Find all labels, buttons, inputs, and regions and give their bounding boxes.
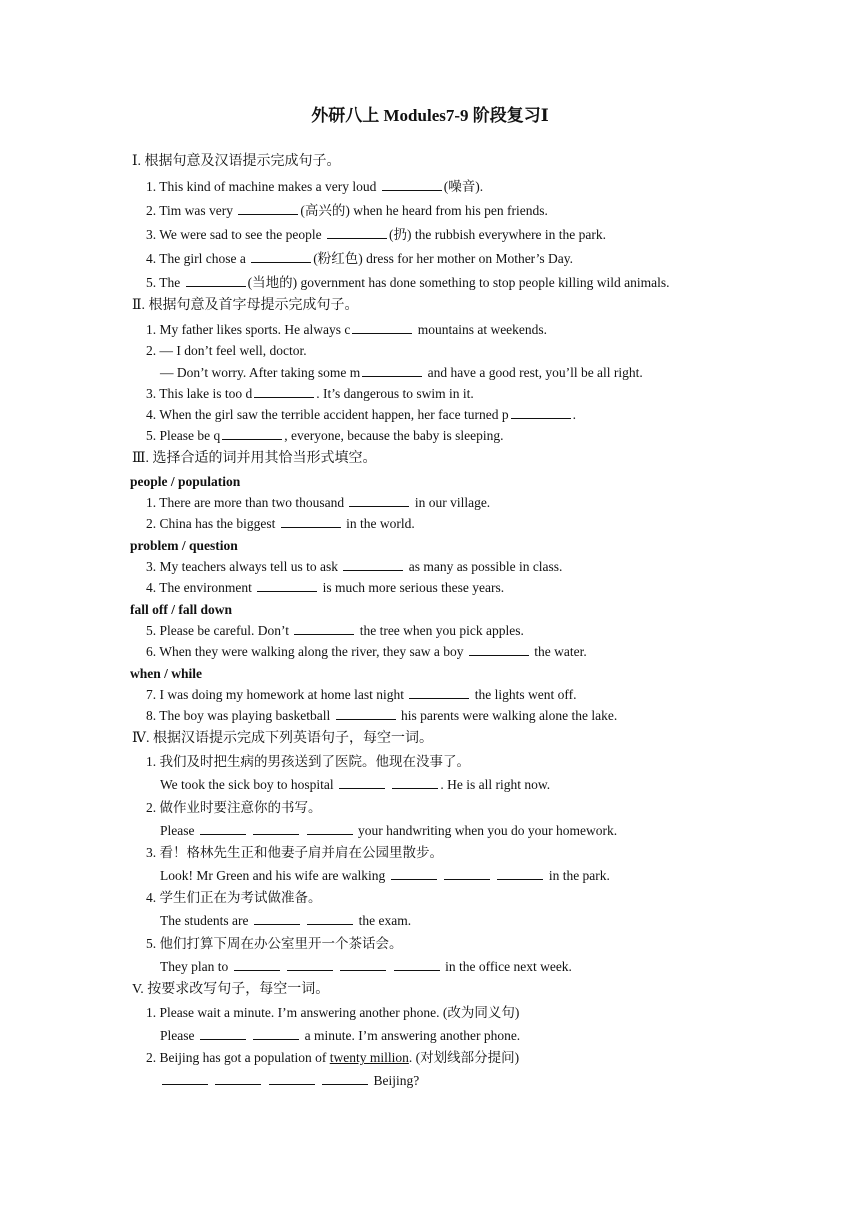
- s4-question-2-chinese: 2. 做作业时要注意你的书写。: [146, 800, 322, 815]
- answer-blank[interactable]: [322, 1072, 368, 1085]
- s5-question-1-sentence: 1. Please wait a minute. I’m answering another phone. (改为同义句): [146, 1005, 520, 1020]
- word-group-1: people / population: [130, 474, 241, 489]
- s3-question-2: 2. China has the biggest in the world.: [146, 516, 415, 531]
- answer-blank[interactable]: [222, 427, 282, 440]
- answer-blank[interactable]: [215, 1072, 261, 1085]
- answer-blank[interactable]: [294, 622, 354, 635]
- word-group-3: fall off / fall down: [130, 602, 233, 617]
- s4-question-3: Look! Mr Green and his wife are walking in the park.: [160, 868, 610, 883]
- answer-blank[interactable]: [257, 579, 317, 592]
- answer-blank[interactable]: [327, 226, 387, 239]
- s2-question-4: 4. When the girl saw the terrible accident happen, her face turned p .: [146, 407, 576, 422]
- s1-question-3: 3. We were sad to see the people (扔) the rubbish everywhere in the park.: [146, 227, 607, 242]
- answer-blank[interactable]: [200, 822, 246, 835]
- answer-blank[interactable]: [409, 686, 469, 699]
- s4-question-4-chinese: 4. 学生们正在为考试做准备。: [146, 890, 322, 905]
- s2-question-1: 1. My father likes sports. He always c mountains at weekends.: [146, 322, 548, 337]
- answer-blank[interactable]: [511, 406, 571, 419]
- s2-question-5: 5. Please be q , everyone, because the baby is sleeping.: [146, 428, 504, 443]
- s4-question-4: The students are the exam.: [160, 913, 412, 928]
- answer-blank[interactable]: [269, 1072, 315, 1085]
- answer-blank[interactable]: [253, 822, 299, 835]
- section-5-heading: V. 按要求改写句子，每空一词。: [132, 982, 330, 997]
- s2-question-3: 3. This lake is too d . It’s dangerous to swim in it.: [146, 386, 474, 401]
- answer-blank[interactable]: [186, 274, 246, 287]
- answer-blank[interactable]: [336, 707, 396, 720]
- answer-blank[interactable]: [162, 1072, 208, 1085]
- s5-question-2-sentence: 2. Beijing has got a population of twenty million. (对划线部分提问): [146, 1050, 520, 1065]
- answer-blank[interactable]: [382, 178, 442, 191]
- answer-blank[interactable]: [339, 776, 385, 789]
- answer-blank[interactable]: [238, 202, 298, 215]
- s3-question-6: 6. When they were walking along the river, they saw a boy the water.: [146, 644, 587, 659]
- answer-blank[interactable]: [343, 558, 403, 571]
- answer-blank[interactable]: [444, 867, 490, 880]
- section-1-heading: Ⅰ. 根据句意及汉语提示完成句子。: [132, 154, 341, 169]
- underlined-phrase: twenty million: [329, 1050, 409, 1065]
- s3-question-1: 1. There are more than two thousand in our village.: [146, 495, 491, 510]
- page-title: 外研八上 Modules7-9 阶段复习Ⅰ: [311, 106, 549, 125]
- s5-question-2: Beijing?: [160, 1072, 419, 1090]
- s4-question-5: They plan to in the office next week.: [160, 959, 572, 974]
- section-3-heading: Ⅲ. 选择合适的词并用其恰当形式填空。: [132, 451, 377, 466]
- word-group-2: problem / question: [130, 538, 238, 553]
- answer-blank[interactable]: [234, 958, 280, 971]
- s2-question-2: 2. — I don’t feel well, doctor.: [146, 343, 307, 358]
- s3-question-8: 8. The boy was playing basketball his parents were walking alone the lake.: [146, 708, 618, 723]
- answer-blank[interactable]: [200, 1027, 246, 1040]
- answer-blank[interactable]: [391, 867, 437, 880]
- s4-question-1-chinese: 1. 我们及时把生病的男孩送到了医院。他现在没事了。: [146, 754, 470, 769]
- answer-blank[interactable]: [340, 958, 386, 971]
- answer-blank[interactable]: [349, 494, 409, 507]
- s1-question-1: 1. This kind of machine makes a very loud (噪音).: [146, 179, 484, 194]
- section-2-heading: Ⅱ. 根据句意及首字母提示完成句子。: [132, 298, 359, 313]
- s2-question-2-reply: — Don’t worry. After taking some m and have a good rest, you’ll be all right.: [160, 365, 643, 380]
- answer-blank[interactable]: [254, 385, 314, 398]
- answer-blank[interactable]: [469, 643, 529, 656]
- answer-blank[interactable]: [287, 958, 333, 971]
- s5-question-1: Please a minute. I’m answering another phone.: [160, 1028, 521, 1043]
- s4-question-5-chinese: 5. 他们打算下周在办公室里开一个茶话会。: [146, 936, 403, 951]
- answer-blank[interactable]: [307, 912, 353, 925]
- section-4-heading: Ⅳ. 根据汉语提示完成下列英语句子，每空一词。: [132, 731, 433, 746]
- answer-blank[interactable]: [392, 776, 438, 789]
- s3-question-3: 3. My teachers always tell us to ask as many as possible in class.: [146, 559, 563, 574]
- s1-question-5: 5. The (当地的) government has done something to stop people killing wild animals.: [146, 275, 670, 290]
- answer-blank[interactable]: [394, 958, 440, 971]
- s4-question-3-chinese: 3. 看！格林先生正和他妻子肩并肩在公园里散步。: [146, 845, 443, 860]
- s1-question-4: 4. The girl chose a (粉红色) dress for her mother on Mother’s Day.: [146, 251, 574, 266]
- answer-blank[interactable]: [281, 515, 341, 528]
- answer-blank[interactable]: [362, 364, 422, 377]
- answer-blank[interactable]: [253, 1027, 299, 1040]
- answer-blank[interactable]: [307, 822, 353, 835]
- s1-question-2: 2. Tim was very (高兴的) when he heard from his pen friends.: [146, 203, 548, 218]
- s4-question-2: Please your handwriting when you do your homework.: [160, 823, 618, 838]
- answer-blank[interactable]: [352, 321, 412, 334]
- s3-question-5: 5. Please be careful. Don’t the tree when you pick apples.: [146, 623, 524, 638]
- answer-blank[interactable]: [497, 867, 543, 880]
- s3-question-4: 4. The environment is much more serious these years.: [146, 580, 505, 595]
- s3-question-7: 7. I was doing my homework at home last night the lights went off.: [146, 687, 577, 702]
- word-group-4: when / while: [130, 666, 203, 681]
- s4-question-1: We took the sick boy to hospital . He is all right now.: [160, 777, 551, 792]
- answer-blank[interactable]: [251, 250, 311, 263]
- answer-blank[interactable]: [254, 912, 300, 925]
